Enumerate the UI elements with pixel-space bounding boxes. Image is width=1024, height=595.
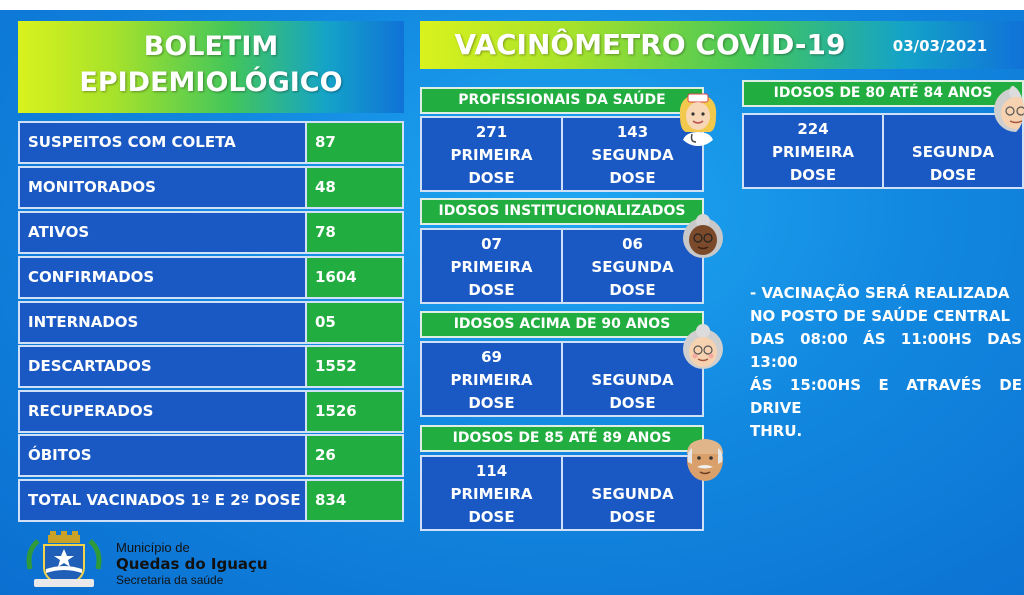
row-value: 26 bbox=[307, 434, 404, 477]
row-label: DESCARTADOS bbox=[18, 345, 307, 388]
note-line: - VACINAÇÃO SERÁ REALIZADA bbox=[750, 284, 1010, 302]
elderly-woman-icon bbox=[680, 212, 726, 262]
dose-label: SEGUNDA bbox=[591, 371, 674, 389]
row-value: 48 bbox=[307, 166, 404, 209]
table-row bbox=[18, 256, 404, 299]
first-dose-cell bbox=[420, 455, 563, 531]
row-label: INTERNADOS bbox=[18, 301, 307, 344]
group-header: IDOSOS DE 85 ATÉ 89 ANOS bbox=[420, 425, 704, 452]
second-dose-count: 143 bbox=[616, 123, 649, 141]
row-value: 1526 bbox=[307, 390, 404, 433]
second-dose-count: 06 bbox=[622, 235, 643, 253]
note-line: THRU. bbox=[750, 422, 803, 440]
dose-label: PRIMEIRA bbox=[450, 485, 533, 503]
row-value: 05 bbox=[307, 301, 404, 344]
dose-label: SEGUNDA bbox=[911, 143, 995, 161]
first-dose-cell bbox=[742, 113, 884, 189]
first-dose-count: 07 bbox=[481, 235, 502, 253]
second-dose-count bbox=[563, 460, 702, 483]
top-strip bbox=[0, 0, 1024, 10]
note-line: DAS 08:00 ÁS 11:00HS DAS 13:00 bbox=[750, 330, 1022, 371]
note-line: NO POSTO DE SAÚDE CENTRAL bbox=[750, 307, 1011, 325]
table-row bbox=[18, 434, 404, 477]
vaccinometer-banner bbox=[420, 21, 1024, 69]
first-dose-cell bbox=[420, 116, 563, 192]
stats-table bbox=[18, 121, 404, 524]
dose-label: DOSE bbox=[468, 281, 515, 299]
row-label: MONITORADOS bbox=[18, 166, 307, 209]
table-row bbox=[18, 479, 404, 522]
dose-label: DOSE bbox=[609, 394, 656, 412]
bulletin-title-line2: EPIDEMIOLÓGICO bbox=[79, 67, 343, 98]
note-line: ÁS 15:00HS E ATRAVÉS DE DRIVE bbox=[750, 376, 1022, 417]
dose-label: SEGUNDA bbox=[591, 485, 674, 503]
dose-label: DOSE bbox=[468, 508, 515, 526]
coat-of-arms-icon bbox=[20, 529, 108, 591]
vaccination-note bbox=[750, 282, 1022, 440]
dose-label: DOSE bbox=[468, 169, 515, 187]
first-dose-count: 114 bbox=[475, 462, 508, 480]
footer-line1: Município de bbox=[116, 540, 190, 555]
bulletin-banner bbox=[18, 21, 404, 113]
row-value: 1552 bbox=[307, 345, 404, 388]
dose-label: PRIMEIRA bbox=[450, 371, 533, 389]
dose-label: DOSE bbox=[609, 508, 656, 526]
table-row bbox=[18, 390, 404, 433]
dose-label: SEGUNDA bbox=[591, 258, 674, 276]
group-doses bbox=[420, 116, 704, 192]
dose-label: PRIMEIRA bbox=[771, 143, 855, 161]
first-dose-cell bbox=[420, 341, 563, 417]
row-value: 78 bbox=[307, 211, 404, 254]
group-header: IDOSOS ACIMA DE 90 ANOS bbox=[420, 311, 704, 338]
footer-line2: Quedas do Iguaçu bbox=[116, 555, 268, 573]
dose-label: PRIMEIRA bbox=[450, 258, 533, 276]
dose-label: DOSE bbox=[789, 166, 837, 184]
first-dose-count: 69 bbox=[481, 348, 502, 366]
row-label: RECUPERADOS bbox=[18, 390, 307, 433]
municipal-logo bbox=[20, 529, 108, 591]
bulletin-title bbox=[18, 29, 404, 101]
table-row bbox=[18, 166, 404, 209]
first-dose-count: 271 bbox=[475, 123, 508, 141]
vaccinometer-title: VACINÔMETRO COVID-19 bbox=[454, 28, 846, 61]
group-header: IDOSOS DE 80 ATÉ 84 ANOS bbox=[742, 80, 1024, 107]
group-doses bbox=[420, 341, 704, 417]
row-label: ÓBITOS bbox=[18, 434, 307, 477]
dose-label: DOSE bbox=[929, 166, 977, 184]
dose-label: DOSE bbox=[468, 394, 515, 412]
group-doses bbox=[742, 113, 1024, 189]
footer-line3: Secretaria da saúde bbox=[116, 573, 224, 587]
dose-label: DOSE bbox=[609, 169, 656, 187]
bulletin-date: 03/03/2021 bbox=[892, 37, 988, 55]
table-row bbox=[18, 211, 404, 254]
row-label: CONFIRMADOS bbox=[18, 256, 307, 299]
group-doses bbox=[420, 228, 704, 304]
elderly-man-icon bbox=[682, 434, 728, 484]
table-row bbox=[18, 301, 404, 344]
elderly-woman-icon bbox=[990, 84, 1024, 136]
table-row bbox=[18, 121, 404, 164]
group-header: PROFISSIONAIS DA SAÚDE bbox=[420, 87, 704, 114]
elderly-woman-icon bbox=[680, 322, 726, 374]
row-value: 834 bbox=[307, 479, 404, 522]
table-row bbox=[18, 345, 404, 388]
row-value: 87 bbox=[307, 121, 404, 164]
health-worker-icon bbox=[674, 90, 722, 146]
row-label: SUSPEITOS COM COLETA bbox=[18, 121, 307, 164]
row-label: ATIVOS bbox=[18, 211, 307, 254]
footer-text bbox=[116, 540, 316, 592]
bulletin-title-line1: BOLETIM bbox=[143, 31, 279, 62]
dose-label: DOSE bbox=[609, 281, 656, 299]
row-value: 1604 bbox=[307, 256, 404, 299]
dose-label: PRIMEIRA bbox=[450, 146, 533, 164]
first-dose-cell bbox=[420, 228, 563, 304]
group-header: IDOSOS INSTITUCIONALIZADOS bbox=[420, 198, 704, 225]
row-label: TOTAL VACINADOS 1º E 2º DOSE bbox=[18, 479, 307, 522]
dose-label: SEGUNDA bbox=[591, 146, 674, 164]
group-doses bbox=[420, 455, 704, 531]
first-dose-count: 224 bbox=[797, 120, 829, 138]
